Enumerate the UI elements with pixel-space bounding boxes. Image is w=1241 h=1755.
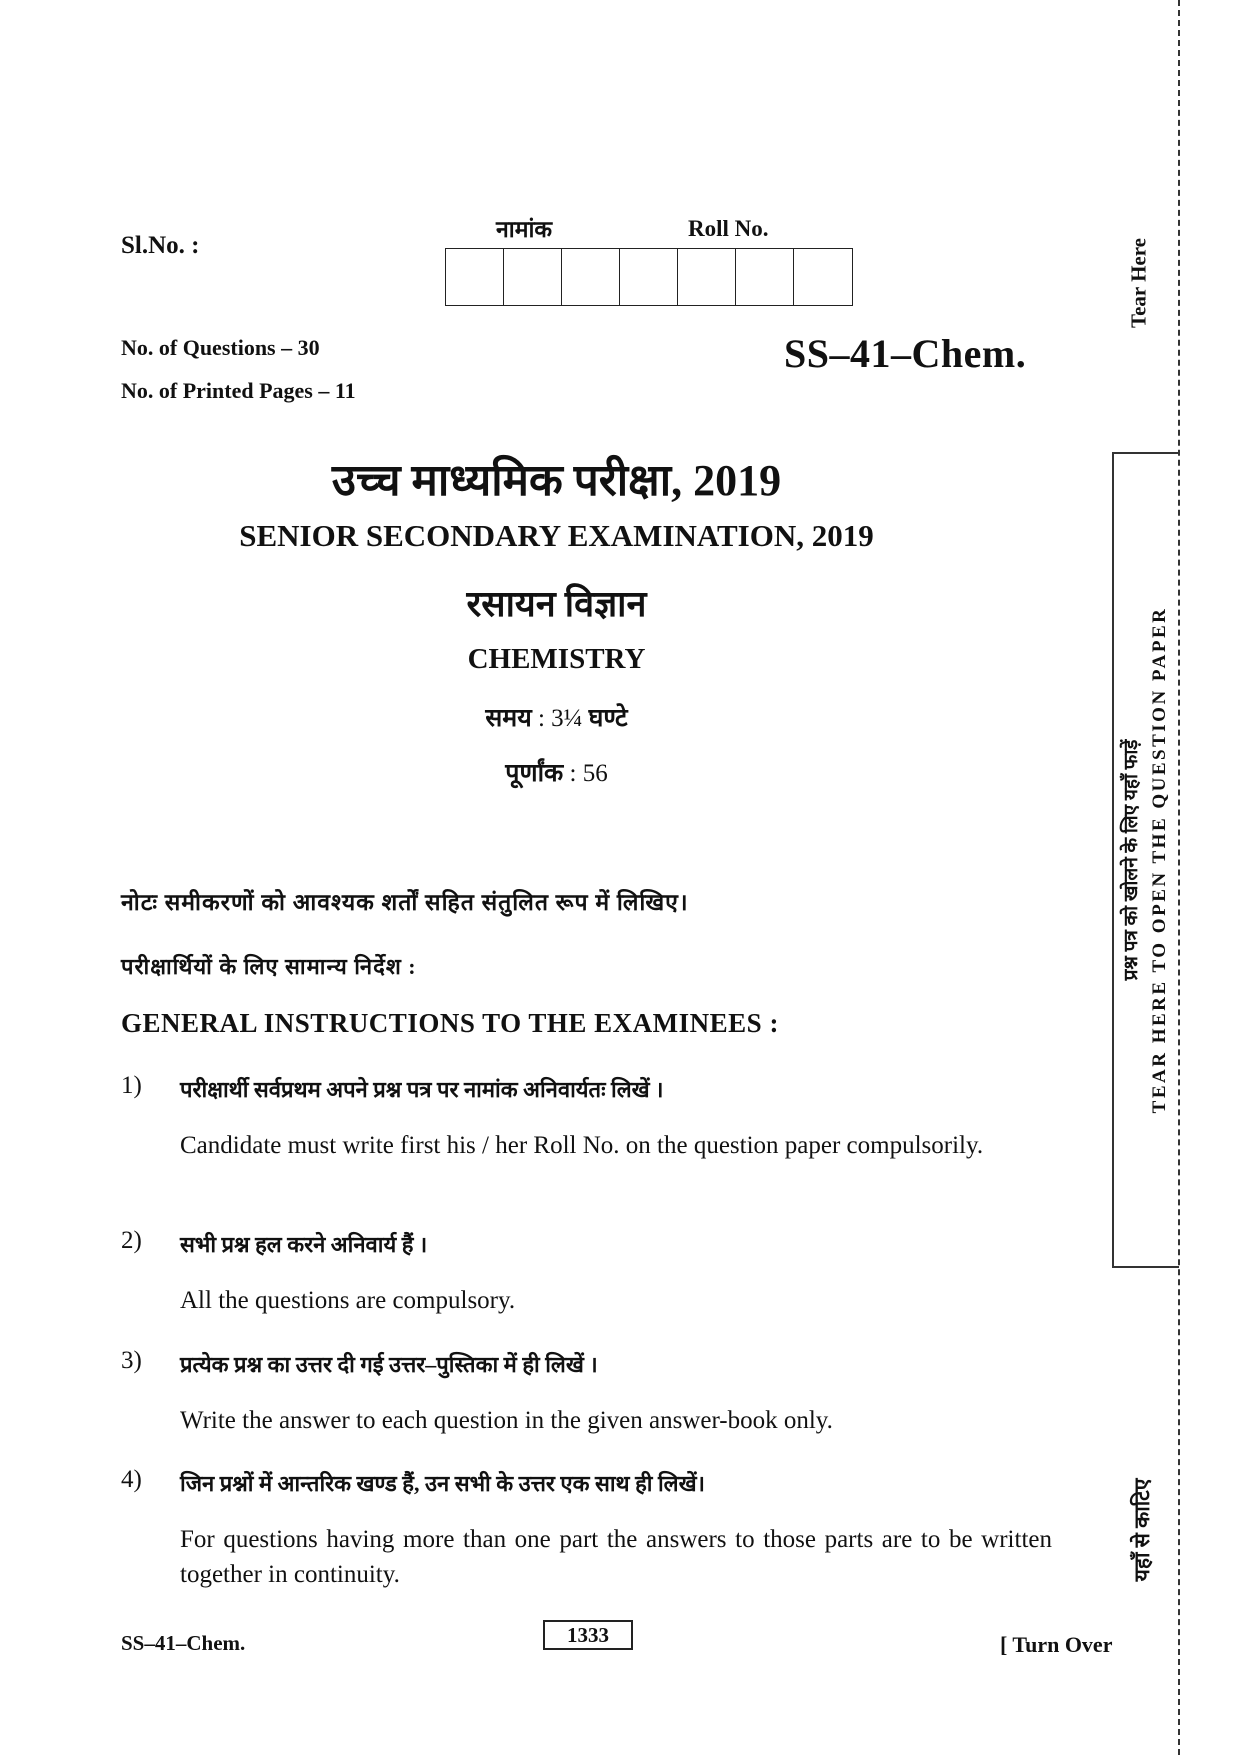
roll-number-box[interactable] — [736, 249, 794, 305]
roll-number-box[interactable] — [504, 249, 562, 305]
exam-duration — [0, 700, 1113, 734]
marks-label: पूर्णांक — [505, 760, 564, 787]
marks-value: : 56 — [563, 760, 608, 787]
paper-code: SS–41–Chem. — [784, 331, 1027, 376]
roll-number-box[interactable] — [794, 249, 852, 305]
exam-title-english: SENIOR SECONDARY EXAMINATION, 2019 — [239, 518, 874, 553]
instruction-hindi: प्रत्येक प्रश्न का उत्तर दी गई उत्तर–पुस्तिका में ही लिखें । — [180, 1352, 598, 1377]
exam-title-hindi: उच्च माध्यमिक परीक्षा, 2019 — [331, 456, 782, 505]
time-value: : 3¼ — [531, 705, 589, 732]
instruction-hindi: परीक्षार्थी सर्वप्रथम अपने प्रश्न पत्र पर नामांक अनिवार्यतः लिखें । — [180, 1077, 664, 1102]
roll-number-box[interactable] — [446, 249, 504, 305]
instruction-english: For questions having more than one part the answers to those parts are to be written together in continuity. — [180, 1526, 1052, 1588]
footer-paper-code: SS–41–Chem. — [121, 1631, 246, 1655]
subject-title-hindi: रसायन विज्ञान — [466, 584, 647, 624]
max-marks — [0, 755, 1113, 789]
instruction-number: 2) — [121, 1227, 142, 1254]
roll-number-label-hindi: नामांक — [496, 217, 553, 242]
roll-number-boxes — [445, 248, 853, 306]
tear-instruction-hindi: प्रश्न पत्र को खोलने के लिए यहाँ फाड़ें — [1121, 739, 1142, 981]
instruction-hindi: सभी प्रश्न हल करने अनिवार्य हैं । — [180, 1232, 428, 1257]
tear-here-label: Tear Here — [1126, 237, 1151, 329]
general-instructions-heading: GENERAL INSTRUCTIONS TO THE EXAMINEES : — [121, 1008, 779, 1038]
time-label: समय — [485, 705, 532, 732]
roll-number-box[interactable] — [678, 249, 736, 305]
instruction-english: Candidate must write first his / her Roll No. on the question paper compulsorily. — [180, 1132, 984, 1159]
instruction-hindi: जिन प्रश्नों में आन्तरिक खण्ड हैं, उन सभी के उत्तर एक साथ ही लिखें। — [180, 1471, 705, 1496]
instruction-number: 4) — [121, 1466, 142, 1493]
cut-here-hindi: यहाँ से काटिए — [1130, 1478, 1154, 1582]
turn-over-label: [ Turn Over — [1000, 1632, 1113, 1657]
roll-number-box[interactable] — [562, 249, 620, 305]
instruction-english: All the questions are compulsory. — [180, 1287, 516, 1314]
tear-instruction-english: TEAR HERE TO OPEN THE QUESTION PAPER — [1149, 606, 1170, 1114]
instruction-number: 1) — [121, 1072, 142, 1099]
note-hindi: नोटः समीकरणों को आवश्यक शर्तों सहित संतुलित रूप में लिखिए। — [121, 890, 689, 915]
general-instructions-heading-hindi: परीक्षार्थियों के लिए सामान्य निर्देश : — [121, 954, 417, 979]
subject-title-english: CHEMISTRY — [467, 643, 646, 675]
instruction-english: Write the answer to each question in the given answer-book only. — [180, 1407, 833, 1434]
roll-number-box[interactable] — [620, 249, 678, 305]
number-of-printed-pages: No. of Printed Pages – 11 — [121, 378, 356, 403]
page-number-box: 1333 — [543, 1620, 633, 1650]
serial-number-label: Sl.No. : — [121, 232, 200, 259]
time-unit: घण्टे — [588, 705, 628, 732]
roll-number-label: Roll No. — [688, 216, 769, 241]
number-of-questions: No. of Questions – 30 — [121, 335, 320, 360]
instruction-number: 3) — [121, 1347, 142, 1374]
